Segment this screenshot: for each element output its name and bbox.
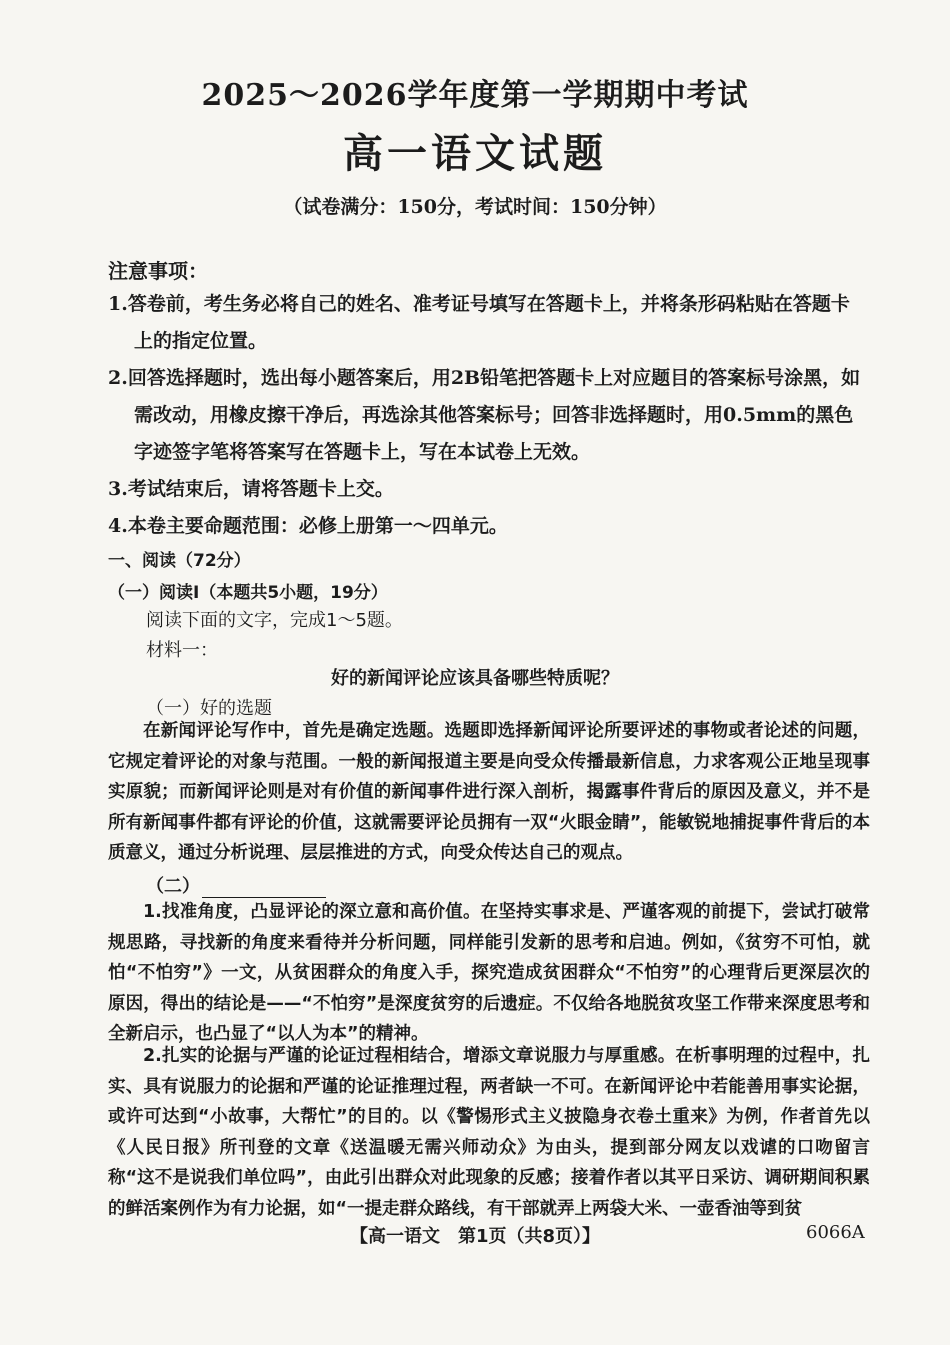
article-heading-two — [146, 872, 326, 898]
material-label: 材料一： — [146, 640, 218, 661]
paper-code: 6066A — [806, 1222, 865, 1243]
sub-section-heading: （一）阅读Ⅰ（本题共5小题，19分） — [108, 583, 388, 603]
article-paragraph: 2.扎实的论据与严谨的论证过程相结合，增添文章说服力与厚重感。在析事明理的过程中，扎实、具有说服力的论据和严谨的论证推理过程，两者缺一不可。在新闻评论中若能善用事实论据，或许可达到“小故事，大帮忙”的目的。以《警惕形式主义披隐身衣卷土重来》为例，作者首先以《人民日报》所刊登的文章《送温暖无需兴师动众》为由头，提到部分网友以戏谑的口吻留言称“这不是说我们单位吗”，由此引出群众对此现象的反感；接着作者以其平日采访、调研期间积累的鲜活案例作为有力论据，如“一提走群众路线，有干部就弄上两袋大米、一壶香油等到贫 — [108, 1046, 870, 1219]
article-paragraph: 1.找准角度，凸显评论的深立意和高价值。在坚持实事求是、严谨客观的前提下，尝试打破常规思路，寻找新的角度来看待并分析问题，同样能引发新的思考和启迪。例如，《贫穷不可怕，就怕“不怕穷”》一文，从贫困群众的角度入手，探究造成贫困群众“不怕穷”的心理背后更深层次的原因，得出的结论是——“不怕穷”是深度贫穷的后遗症。不仅给各地脱贫攻坚工作带来深度思考和全新启示，也凸显了“以人为本”的精神。 — [108, 902, 870, 1044]
notice-list — [108, 286, 868, 545]
fill-blank — [202, 879, 326, 898]
heading-two-label: （二） — [146, 876, 200, 897]
article-heading-one: （一）好的选题 — [146, 698, 272, 719]
notice-heading: 注意事项： — [108, 259, 208, 283]
notice-item: 2.回答选择题时，选出每小题答案后，用2B铅笔把答题卡上对应题目的答案标号涂黑，如需改动，用橡皮擦干净后，再选涂其他答案标号；回答非选择题时，用0.5mm的黑色字迹签字笔将答案写在答题卡上，写在本试卷上无效。 — [108, 367, 861, 463]
paper-title: 高一语文试题 — [343, 130, 607, 177]
article-paragraph: 在新闻评论写作中，首先是确定选题。选题即选择新闻评论所要评述的事物或者论述的问题，它规定着评论的对象与范围。一般的新闻报道主要是向受众传播最新信息，力求客观公正地呈现事实原貌；而新闻评论则是对有价值的新闻事件进行深入剖析，揭露事件背后的原因及意义，并不是所有新闻事件都有评论的价值，这就需要评论员拥有一双“火眼金睛”，能敏锐地捕捉事件背后的本质意义，通过分析说理、层层推进的方式，向受众传达自己的观点。 — [108, 721, 870, 863]
page-footer: 【高一语文 第1页（共8页）】 — [349, 1226, 601, 1247]
notice-item: 4.本卷主要命题范围：必修上册第一～四单元。 — [108, 515, 508, 537]
notice-item: 1.答卷前，考生务必将自己的姓名、准考证号填写在答题卡上，并将条形码粘贴在答题卡上的指定位置。 — [108, 293, 850, 352]
notice-item: 3.考试结束后，请将答题卡上交。 — [108, 478, 394, 500]
exam-info: （试卷满分：150分，考试时间：150分钟） — [283, 196, 667, 218]
article-title: 好的新闻评论应该具备哪些特质呢？ — [331, 668, 619, 689]
exam-title: 2025～2026学年度第一学期期中考试 — [201, 78, 749, 113]
section-heading: 一、阅读（72分） — [108, 551, 251, 571]
reading-instruction: 阅读下面的文字，完成1～5题。 — [146, 610, 403, 631]
